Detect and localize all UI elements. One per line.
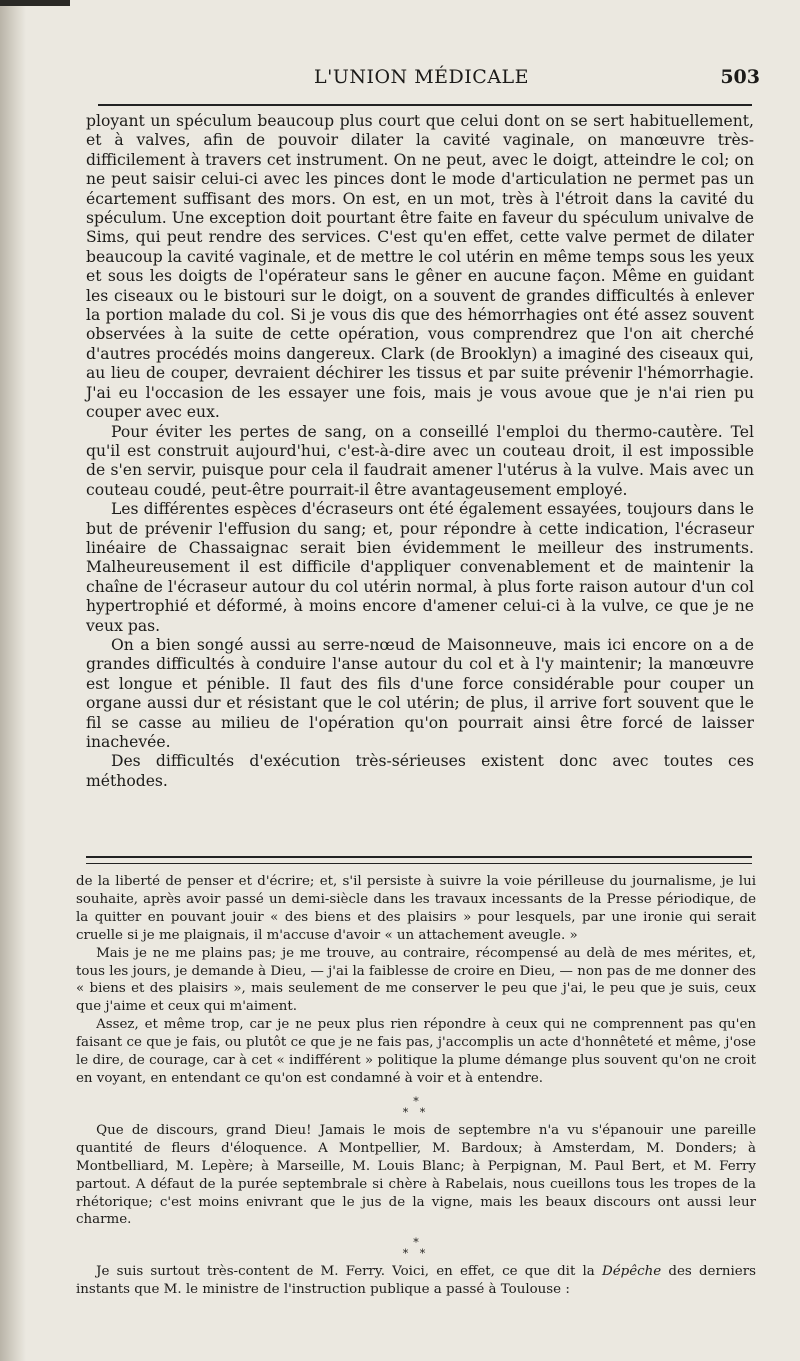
asterism-top: * (413, 1094, 419, 1108)
header-rule (98, 104, 752, 106)
corner-mark (0, 0, 70, 6)
asterism-separator (76, 1096, 756, 1118)
ferry-text-end: des derniers instants que M. le ministre de l'instruction publique a passé à Toulouse : (76, 1264, 756, 1298)
paragraph-ecraseurs: Les différentes espèces d'écraseurs ont été également essayées, toujours dans le but de prévenir l'effusion du sang; et, pour répondre à cette indication, l'écraseur linéaire de Chassaignac serait bien évidemment le meilleur des instruments. Malheureusement il est difficile d'appliquer convenablement et de maintenir la chaîne de l'écraseur autour du col utérin normal, à plus forte raison autour d'un col hypertrophié et déformé, à moins encore d'amener celui-ci à la vulve, ce que je ne veux pas. (86, 500, 754, 635)
note-paragraph-assez: Assez, et même trop, car je ne peux plus rien répondre à ceux qui ne comprennent pas qu'en faisant ce que je fais, ou plutôt ce que je ne fais pas, j'accomplis un acte d'honnêteté et même, j'ose le dire, de courage, car à cet « indifférent » politique la plume démange plus souvent qu'on ne croit en voyant, en entendant ce qu'on est condamné à voir et à entendre. (76, 1017, 756, 1086)
paragraph-conclusion: Des difficultés d'exécution très-sérieuses existent donc avec toutes ces méthodes. (86, 752, 754, 790)
note-paragraph-plaintes: Mais je ne me plains pas; je me trouve, au contraire, récompensé au delà de mes mérites, et, tous les jours, je demande à Dieu, — j'ai la faiblesse de croire en Dieu, — non pas de me donner des « biens et des plaisirs », mais seulement de me conserver le peu que j'ai, le peu que je suis, ceux que j'aime et ceux qui m'aiment. (76, 945, 756, 1015)
running-header (96, 66, 760, 94)
section-divider (86, 856, 752, 864)
note-paragraph-ferry (76, 1263, 756, 1299)
feuilleton-section (76, 873, 756, 1299)
page-number: 503 (720, 66, 760, 88)
note-paragraph-discours: Que de discours, grand Dieu! Jamais le mois de septembre n'a vu s'épanouir une pareille quantité de fleurs d'éloquence. A Montpellier, M. Bardoux; à Amsterdam, M. Donders; à Montbelliard, M. Lepère; à Marseille, M. Louis Blanc; à Perpignan, M. Paul Bert, et M. Ferry partout. A défaut de la purée septembrale si chère à Rabelais, nous cueillons tous les tropes de la rhétorique; c'est moins enivrant que le jus de la vigne, mais les beaux discours ont aussi leur charme. (76, 1122, 756, 1228)
asterism-separator-2 (76, 1237, 756, 1259)
paragraph-serre-noeud: On a bien songé aussi au serre-nœud de Maisonneuve, mais ici encore on a de grandes difficultés à conduire l'anse autour du col et à l'y maintenir; la manœuvre est longue et pénible. Il faut des fils d'une force considérable pour couper un organe aussi dur et résistant que le col utérin; de plus, il arrive fort souvent que le fil se casse au milieu de l'opération qu'on pourrait ainsi être forcé de laisser inachevée. (86, 635, 754, 751)
journal-title: L'UNION MÉDICALE (314, 66, 530, 88)
note-paragraph-liberte: de la liberté de penser et d'écrire; et, s'il persiste à suivre la voie périlleuse du journalisme, je lui souhaite, après avoir passé un demi-siècle dans les travaux incessants de la Presse périodique, de la quitter en pouvant jouir « des biens et des plaisirs » pour lesquels, par une ironie qui serait cruelle si je me plaignais, il m'accuse d'avoir « un attachement aveugle. » (76, 874, 756, 943)
ferry-text-start: Je suis surtout très-content de M. Ferry. Voici, en effet, ce que dit la (96, 1264, 602, 1280)
page-edge-shadow (0, 0, 26, 1361)
paragraph-speculum: ployant un spéculum beaucoup plus court que celui dont on se sert habituellement, et à valves, afin de pouvoir dilater la cavité vaginale, on manœuvre très-difficilement à travers cet instrument. On ne peut, avec le doigt, atteindre le col; on ne peut saisir celui-ci avec les pinces dont le mode d'articulation ne permet pas un écartement suffisant des mors. On est, en un mot, très à l'étroit dans la cavité du spéculum. Une exception doit pourtant être faite en faveur du spéculum univalve de Sims, qui peut rendre des services. C'est qu'en effet, cette valve permet de dilater beaucoup la cavité vaginale, et de mettre le col utérin en même temps sous les yeux et sous les doigts de l'opérateur sans le gêner en aucune façon. Même en guidant les ciseaux ou le bistouri sur le doigt, on a souvent de grandes difficultés à enlever la portion malade du col. Si je vous dis que des hémorrhagies ont été assez souvent observées à la suite de cette opération, vous comprendrez que l'on ait cherché d'autres procédés moins dangereux. Clark (de Brooklyn) a imaginé des ciseaux qui, au lieu de couper, devraient déchirer les tissus et par suite prévenir l'hémorrhagie. J'ai eu l'occasion de les essayer une fois, mais je vous avoue que je n'ai rien pu couper avec eux. (86, 112, 754, 422)
asterism-bottom-2: * * (402, 1247, 430, 1261)
asterism-bottom: * * (402, 1105, 430, 1119)
main-article-body (86, 112, 754, 791)
paragraph-thermo-cautere: Pour éviter les pertes de sang, on a conseillé l'emploi du thermo-cautère. Tel qu'il est construit aujourd'hui, c'est-à-dire avec un couteau droit, il est impossible de s'en servir, puisque pour cela il faudrait amener l'utérus à la vulve. Mais avec un couteau coudé, peut-être pourrait-il être avantageusement employé. (86, 422, 754, 499)
asterism-top-2: * (413, 1236, 419, 1250)
newspaper-name: Dépêche (602, 1264, 662, 1280)
